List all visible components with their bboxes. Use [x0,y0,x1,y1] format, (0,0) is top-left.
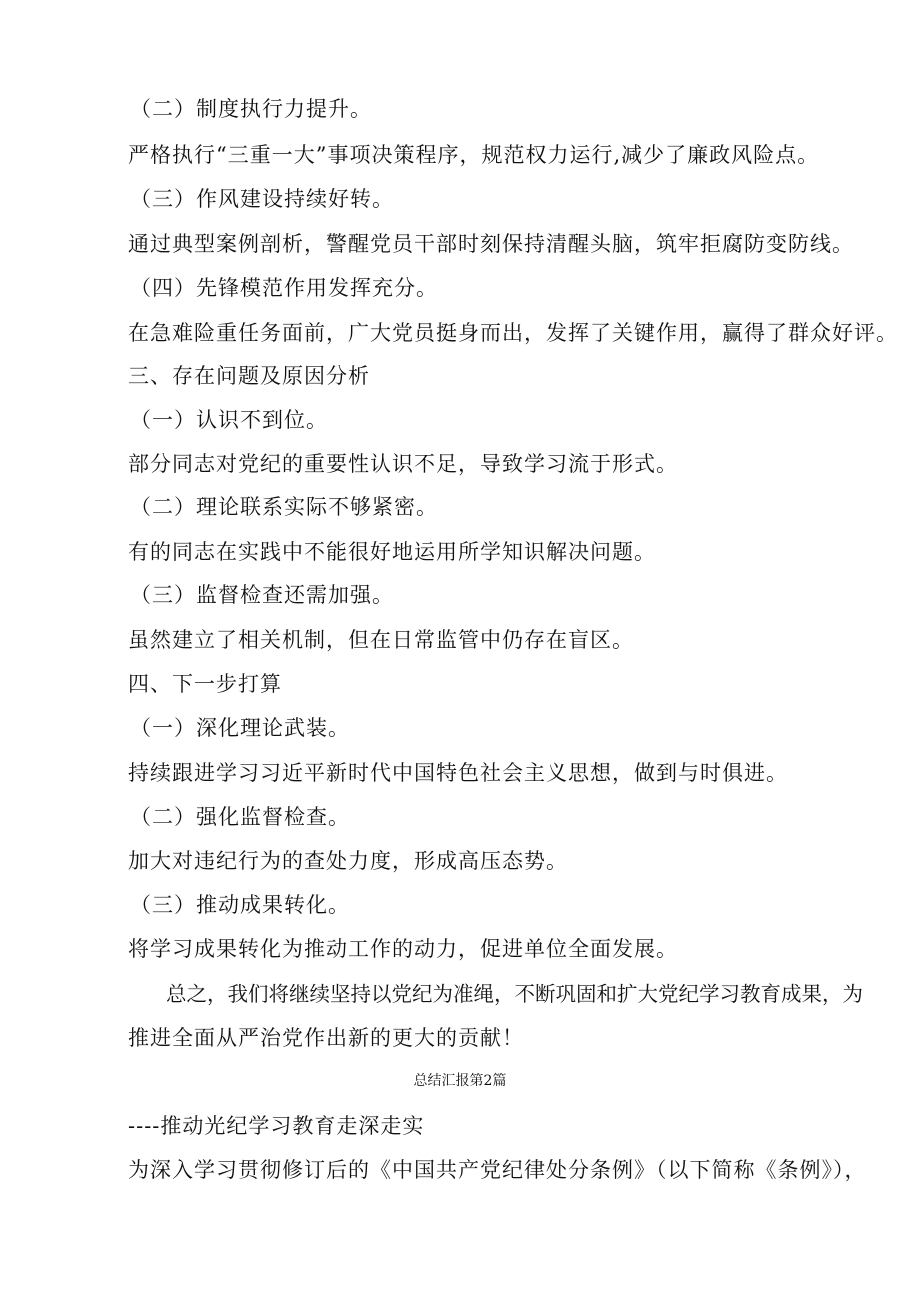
paragraph-blind-spots: 虽然建立了相关机制，但在日常监管中仍存在盲区。 [128,628,634,652]
paragraph-members-stepped-up: 在急难险重任务面前，广大党员挺身而出，发挥了关键作用，赢得了群众好评。 [128,321,898,345]
paragraph-article-intro: 为深入学习贯彻修订后的《中国共产党纪律处分条例》（以下简称《条例》）， [128,1158,867,1182]
section-heading-next-steps: 四、下一步打算 [128,672,282,696]
paragraph-apply-knowledge: 有的同志在实践中不能很好地运用所学知识解决问题。 [128,540,656,564]
section-heading-problems: 三、存在问题及原因分析 [128,364,370,388]
subheading-awareness: （一）认识不到位。 [130,408,328,432]
subheading-theory-practice: （二）理论联系实际不够紧密。 [130,495,438,519]
subheading-strengthen-supervision: （二）强化监督检查。 [130,805,350,829]
paragraph-case-analysis: 通过典型案例剖析，警醒党员干部时刻保持清醒头脑，筑牢拒腐防变防线。 [128,232,854,256]
subheading-supervision: （三）监督检查还需加强。 [130,583,394,607]
paragraph-investigation: 加大对违纪行为的查处力度，形成高压态势。 [128,849,568,873]
paragraph-decision-procedure: 严格执行“三重一大”事项决策程序，规范权力运行,减少了廉政风险点。 [128,143,820,167]
paragraph-conclusion-line2: 推进全面从严治党作出新的更大的贡献！ [128,1026,524,1050]
subheading-system-execution: （二）制度执行力提升。 [130,97,372,121]
article-subtitle: ----推动光纪学习教育走深走实 [128,1114,425,1138]
paragraph-conclusion-line1: 总之，我们将继续坚持以党纪为准绳，不断巩固和扩大党纪学习教育成果，为 [166,982,863,1006]
subheading-results-transformation: （三）推动成果转化。 [130,893,350,917]
subheading-deepen-theory: （一）深化理论武装。 [130,716,350,740]
paragraph-promote-development: 将学习成果转化为推动工作的动力，促进单位全面发展。 [128,937,678,961]
subheading-work-style: （三）作风建设持续好转。 [130,187,394,211]
paragraph-follow-up-study: 持续跟进学习习近平新时代中国特色社会主义思想，做到与时俱进。 [128,761,788,785]
subheading-vanguard-role: （四）先锋模范作用发挥充分。 [130,276,438,300]
paragraph-insufficient-awareness: 部分同志对党纪的重要性认识不足，导致学习流于形式。 [128,452,678,476]
article-title: 总结汇报第2篇 [413,1073,507,1089]
